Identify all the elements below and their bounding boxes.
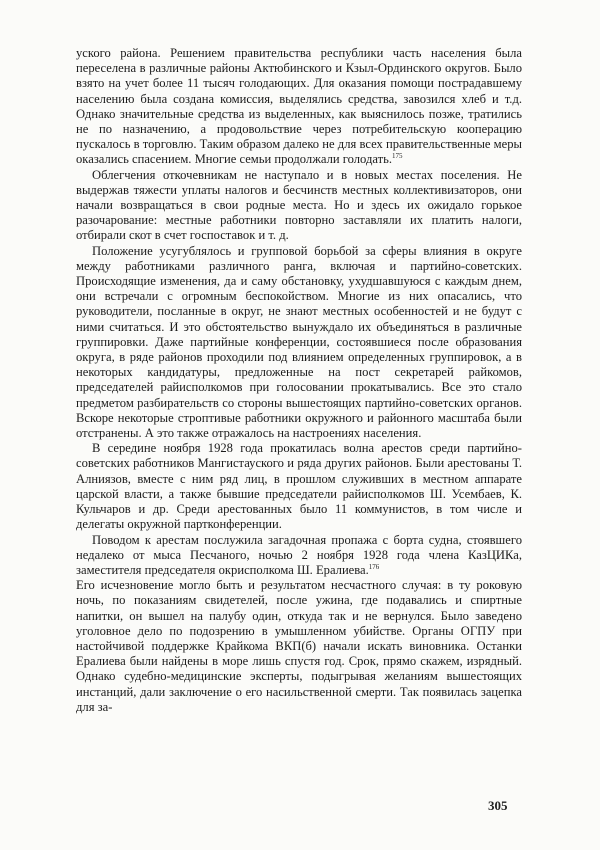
paragraph-1: уского района. Решением правительства республики часть населения была переселена в различные районы Актюбинского и Кзыл-Ординского округов. Было взято на учет более 11 тысяч голодающих. Для оказания помощи пострадавшему населению была создана комиссия, выделялись средства, завозился хлеб и т.д. Однако значительные средства из выделенных, как выяснилось позже, тратились не по назначению, а продовольствие через потребительскую кооперацию пускалось в торговлю. Таким образом далеко не для всех правительственные меры оказались спасением. Многие семьи продолжали голодать.$^{175}$ — [76, 46, 522, 167]
paragraph-4: В середине ноября 1928 года прокатилась волна арестов среди партийно-советских работников Мангистауского и ряда других районов. Были арестованы Т. Алниязов, вместе с ним ряд лиц, в прошлом служивших в местном аппарате царской власти, а также бывшие председатели райисполкомов Ш. Усембаев, К. Кульчаров и др. Среди арестованных было 11 коммунистов, в том числе и делегаты окружной партконференции. — [76, 441, 522, 532]
footnote-ref-175[interactable]: 175 — [392, 152, 403, 161]
footnote-ref-176[interactable]: 176 — [368, 562, 380, 571]
body-text — [76, 46, 522, 715]
paragraph-2: Облегчения откочевникам не наступало и в новых местах поселения. Не выдержав тяжести уплаты налогов и бесчинств местных коллективизаторов, они начали возвращаться в свои родные места. Но и здесь их ожидало горькое разочарование: местные работники повторно заставляли их платить налоги, отбирали скот в счет госпоставок и т. д. — [76, 167, 522, 243]
paragraph-3: Положение усугублялось и групповой борьбой за сферы влияния в округе между работниками различного ранга, включая и партийно-советских. Происходящие изменения, да и саму обстановку, ухудшавшуюся с каждым днем, они встречали с огромным беспокойством. Многие из них опасались, что руководители, посланные в округ, не знают местных особенностей и не будут с ними считаться. И это обстоятельство вынуждало их объединяться в различные группировки. Даже партийные конференции, состоявшиеся после образования округа, в ряде районов проходили под влиянием определенных группировок, а в некоторых кандидатуры, предложенные на пост секретарей райкомов, председателей райисполкомов при голосовании прокатывались. Все это стало предметом разбирательств со стороны вышестоящих партийно-советских органов. Вскоре некоторые строптивые работники окружного и районного масштаба были отстранены. А это также отражалось на настроениях населения. — [76, 243, 522, 441]
page-number: 305 — [488, 798, 508, 813]
paragraph-6: Его исчезновение могло быть и результатом несчастного случая: в ту роковую ночь, по показаниям свидетелей, после ужина, где подавались и спиртные напитки, он вышел на палубу один, откуда так и не вернулся. Было заведено уголовное дело по подозрению в умышленном убийстве. Органы ОГПУ при настойчивой поддержке Крайкома ВКП(б) начали искать виновника. Останки Ералиева были найдены в море лишь спустя год. Срок, прямо скажем, изрядный. Однако судебно-медицинские эксперты, подыгрывая желаниям вышестоящих инстанций, дали заключение о его насильственной смерти. Так появилась зацепка для за- — [76, 578, 522, 714]
paragraph-5: Поводом к арестам послужила загадочная пропажа с борта судна, стоявшего недалеко от мыса Песчаного, ночью 2 ноября 1928 года члена КазЦИКа, заместителя председателя окрисполкома Ш. Ералиева.$^{176}$ — [76, 532, 522, 577]
